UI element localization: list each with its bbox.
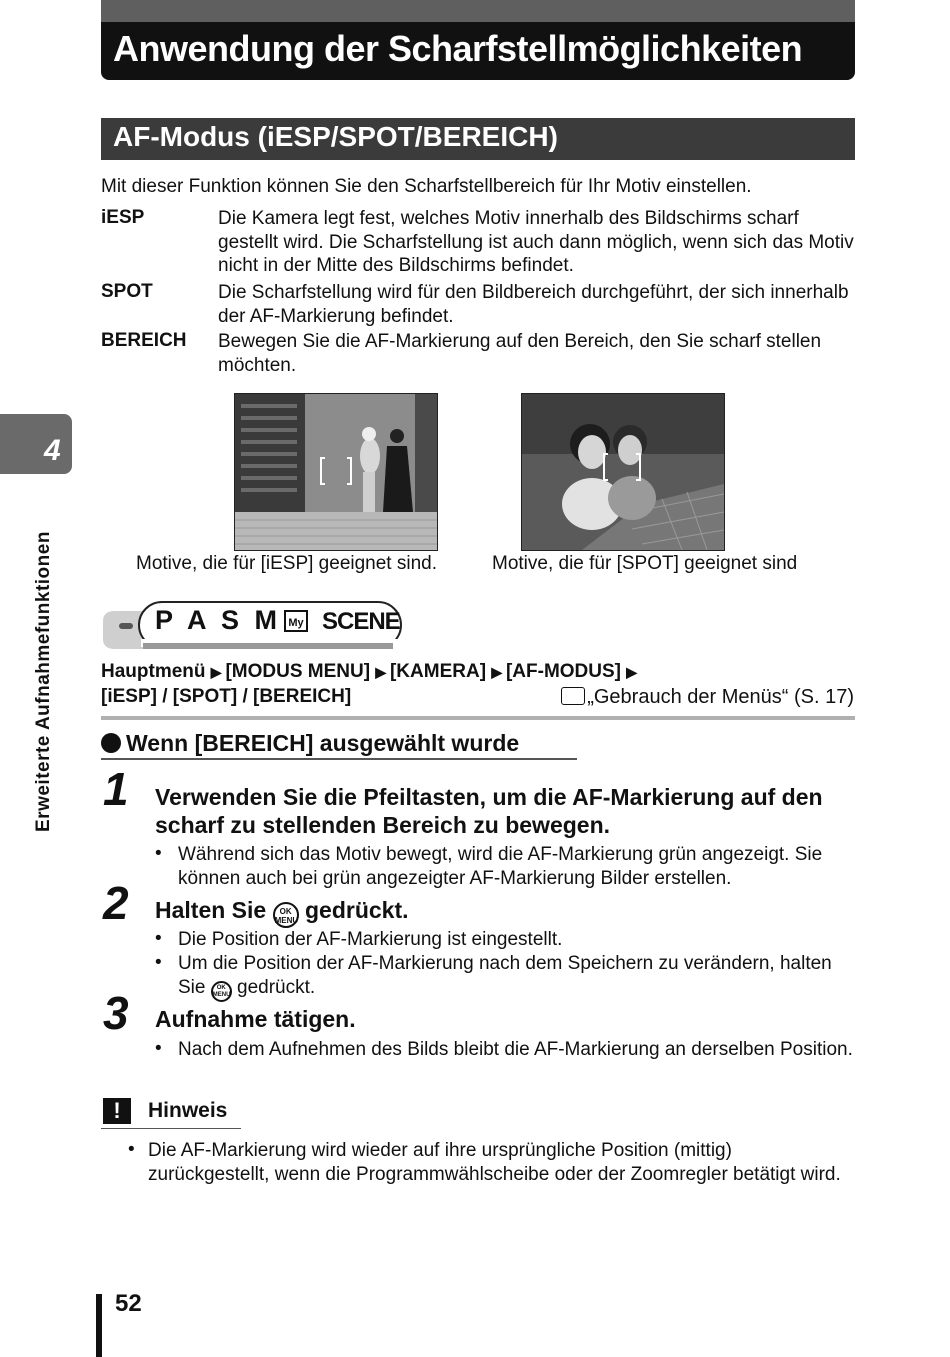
step-2-number: 2 — [103, 877, 129, 929]
step-2-title — [155, 896, 855, 928]
step-3-bullet: Nach dem Aufnehmen des Bilds bleibt die AF-Markierung an derselben Position. — [178, 1039, 853, 1060]
step-1-title: Verwenden Sie die Pfeiltasten, um die AF-Markierung auf den scharf zu stellenden Bereich zu bewegen. — [155, 784, 823, 838]
section-subtitle: AF-Modus (iESP/SPOT/BEREICH) — [113, 121, 558, 152]
step-3-number: 3 — [103, 987, 129, 1039]
bullet-marker: • — [155, 1038, 162, 1059]
step-2-bullet-2 — [178, 952, 858, 1002]
menu-reference — [561, 686, 854, 709]
page-title: Anwendung der Scharfstellmöglichkeiten — [113, 28, 803, 69]
reference-hand-icon — [561, 687, 585, 705]
page-number: 52 — [115, 1290, 142, 1317]
chapter-number: 4 — [44, 434, 61, 467]
term-bereich: BEREICH — [101, 330, 187, 351]
arrow-right-icon: ▶ — [375, 664, 390, 680]
menu-divider — [101, 716, 855, 720]
arrow-right-icon: ▶ — [210, 664, 226, 680]
photo-iesp-caption: Motive, die für [iESP] geeignet sind. — [136, 553, 437, 574]
page-number-bar — [96, 1294, 102, 1357]
chapter-tab — [0, 414, 72, 474]
chapter-label: Erweiterte Aufnahmefunktionen — [33, 531, 54, 832]
warning-icon: ! — [103, 1098, 131, 1124]
step-1-number: 1 — [103, 763, 129, 815]
menu-step-modus: [MODUS MENU] — [225, 661, 371, 682]
photo-spot-caption: Motive, die für [SPOT] geeignet sind — [492, 553, 798, 574]
menu-path-line2: [iESP] / [SPOT] / [BEREICH] — [101, 686, 352, 707]
bullet-marker: • — [155, 843, 162, 864]
my-mode-icon: My — [284, 610, 308, 632]
step-3-title: Aufnahme tätigen. — [155, 1006, 356, 1032]
ok-menu-button-icon: OK MENU — [211, 981, 232, 1002]
desc-spot: Die Scharfstellung wird für den Bildbereich durchgeführt, der sich innerhalb der AF-Markierung befindet. — [218, 282, 849, 327]
step-2-bullet-2-after: gedrückt. — [237, 976, 316, 998]
step-2-bullet-1: Die Position der AF-Markierung ist eingestellt. — [178, 929, 563, 950]
desc-iesp: Die Kamera legt fest, welches Motiv innerhalb des Bildschirms scharf gestellt wird. Die Scharfstellung ist auch dann möglich, wenn sich das Motiv nicht in der Mitte des Bildschirms befindet. — [218, 208, 854, 276]
menu-step-kamera: [KAMERA] — [389, 661, 487, 682]
term-iesp: iESP — [101, 207, 145, 228]
menu-step-afmodus: [AF-MODUS] — [505, 661, 621, 682]
ok-menu-button-icon: OK MENU — [273, 902, 299, 928]
hint-bullet: Die AF-Markierung wird wieder auf ihre ursprüngliche Position (mittig) zurückgestellt, wenn die Programmwählscheibe oder der Zoomregler betätigt wird. — [148, 1140, 841, 1185]
photo-iesp-example — [234, 393, 438, 551]
photo-spot-example — [521, 393, 725, 551]
scene-mode-label: SCENE — [322, 608, 400, 635]
arrow-right-icon: ▶ — [626, 664, 638, 680]
menu-step-main: Hauptmenü — [101, 661, 206, 682]
step-2-title-after: gedrückt. — [305, 897, 409, 923]
menu-reference-text: „Gebrauch der Menüs“ (S. 17) — [587, 686, 854, 708]
step-2-title-before: Halten Sie — [155, 897, 267, 923]
header-top-strip — [101, 0, 855, 24]
step-2-bullet-2-before: Um die Position der AF-Markierung nach dem Speichern zu verändern, halten Sie — [178, 953, 832, 998]
bereich-heading — [101, 730, 519, 757]
bullet-marker: • — [155, 928, 162, 949]
bullet-marker: • — [155, 952, 162, 973]
intro-text: Mit dieser Funktion können Sie den Scharfstellbereich für Ihr Motiv einstellen. — [101, 176, 752, 197]
bullet-marker: • — [128, 1139, 135, 1160]
hint-label: Hinweis — [148, 1099, 228, 1122]
desc-bereich: Bewegen Sie die AF-Markierung auf den Bereich, den Sie scharf stellen möchten. — [218, 331, 822, 376]
mode-letters: P A S M — [155, 605, 282, 635]
menu-path-line1 — [101, 661, 637, 683]
hint-underline — [101, 1128, 241, 1129]
bereich-heading-text: Wenn [BEREICH] ausgewählt wurde — [126, 730, 520, 756]
term-spot: SPOT — [101, 281, 153, 302]
bullet-dot-icon — [101, 733, 121, 753]
step-1-bullet: Während sich das Motiv bewegt, wird die AF-Markierung grün angezeigt. Sie können auch bei grün angezeigter AF-Markierung Bilder erstellen. — [178, 844, 823, 889]
arrow-right-icon: ▶ — [491, 664, 506, 680]
heading-underline — [101, 758, 577, 760]
